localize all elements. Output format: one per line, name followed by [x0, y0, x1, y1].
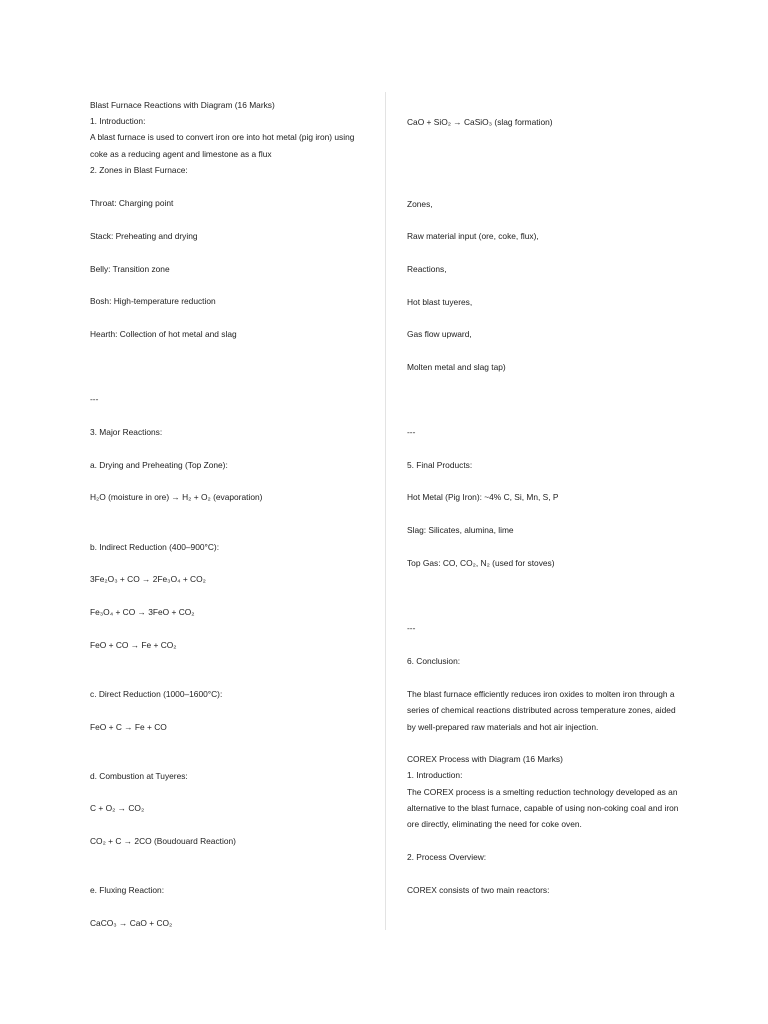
list-item: Raw material input (ore, coke, flux), [407, 231, 539, 241]
paragraph-line: ore directly, eliminating the need for coke oven. [407, 819, 582, 829]
column-divider [385, 92, 386, 930]
list-item: Stack: Preheating and drying [90, 231, 198, 241]
paragraph-line: The blast furnace efficiently reduces iron oxides to molten iron through a [407, 689, 675, 699]
equation: CaCO₃ → CaO + CO₂ [90, 918, 173, 928]
equation: C + O₂ → CO₂ [90, 803, 145, 813]
list-item: Zones, [407, 199, 433, 209]
document-title: COREX Process with Diagram (16 Marks) [407, 754, 563, 764]
section-heading: 2. Zones in Blast Furnace: [90, 165, 188, 175]
subsection-heading: a. Drying and Preheating (Top Zone): [90, 460, 228, 470]
list-item: Slag: Silicates, alumina, lime [407, 525, 514, 535]
separator-text: --- [407, 427, 416, 437]
equation: FeO + C → Fe + CO [90, 722, 167, 732]
list-item: Hearth: Collection of hot metal and slag [90, 329, 237, 339]
list-item: Belly: Transition zone [90, 264, 170, 274]
paragraph-line: The COREX process is a smelting reduction technology developed as an [407, 787, 678, 797]
list-item: Top Gas: CO, CO₂, N₂ (used for stoves) [407, 558, 555, 568]
equation: H₂O (moisture in ore) → H₂ + O₂ (evaporation) [90, 492, 263, 502]
paragraph-line: by well-prepared raw materials and hot air injection. [407, 722, 599, 732]
subsection-heading: c. Direct Reduction (1000–1600°C): [90, 689, 223, 699]
list-item: Hot Metal (Pig Iron): ~4% C, Si, Mn, S, P [407, 492, 559, 502]
section-heading: 1. Introduction: [407, 770, 463, 780]
section-heading: 3. Major Reactions: [90, 427, 163, 437]
section-heading: 5. Final Products: [407, 460, 473, 470]
paragraph-line: A blast furnace is used to convert iron ore into hot metal (pig iron) using [90, 132, 355, 142]
equation: CO₂ + C → 2CO (Boudouard Reaction) [90, 836, 236, 846]
equation: Fe₃O₄ + CO → 3FeO + CO₂ [90, 607, 195, 617]
list-item: Gas flow upward, [407, 329, 472, 339]
subsection-heading: b. Indirect Reduction (400–900°C): [90, 542, 220, 552]
subsection-heading: e. Fluxing Reaction: [90, 885, 165, 895]
equation: CaO + SiO₂ → CaSiO₃ (slag formation) [407, 117, 553, 127]
list-item: Bosh: High-temperature reduction [90, 296, 216, 306]
list-item: Throat: Charging point [90, 198, 174, 208]
equation: 3Fe₂O₃ + CO → 2Fe₃O₄ + CO₂ [90, 574, 206, 584]
section-heading: 1. Introduction: [90, 116, 146, 126]
separator-text: --- [407, 623, 416, 633]
section-heading: 2. Process Overview: [407, 852, 487, 862]
list-item: Reactions, [407, 264, 447, 274]
equation: FeO + CO → Fe + CO₂ [90, 640, 177, 650]
section-heading: 6. Conclusion: [407, 656, 461, 666]
paragraph-line: coke as a reducing agent and limestone as a flux [90, 149, 272, 159]
paragraph-line: COREX consists of two main reactors: [407, 885, 550, 895]
subsection-heading: d. Combustion at Tuyeres: [90, 771, 188, 781]
list-item: Hot blast tuyeres, [407, 297, 473, 307]
document-title: Blast Furnace Reactions with Diagram (16 Marks) [90, 100, 275, 110]
list-item: Molten metal and slag tap) [407, 362, 506, 372]
paragraph-line: series of chemical reactions distributed across temperature zones, aided [407, 705, 676, 715]
paragraph-line: alternative to the blast furnace, capable of using non-coking coal and iron [407, 803, 679, 813]
separator-text: --- [90, 394, 99, 404]
